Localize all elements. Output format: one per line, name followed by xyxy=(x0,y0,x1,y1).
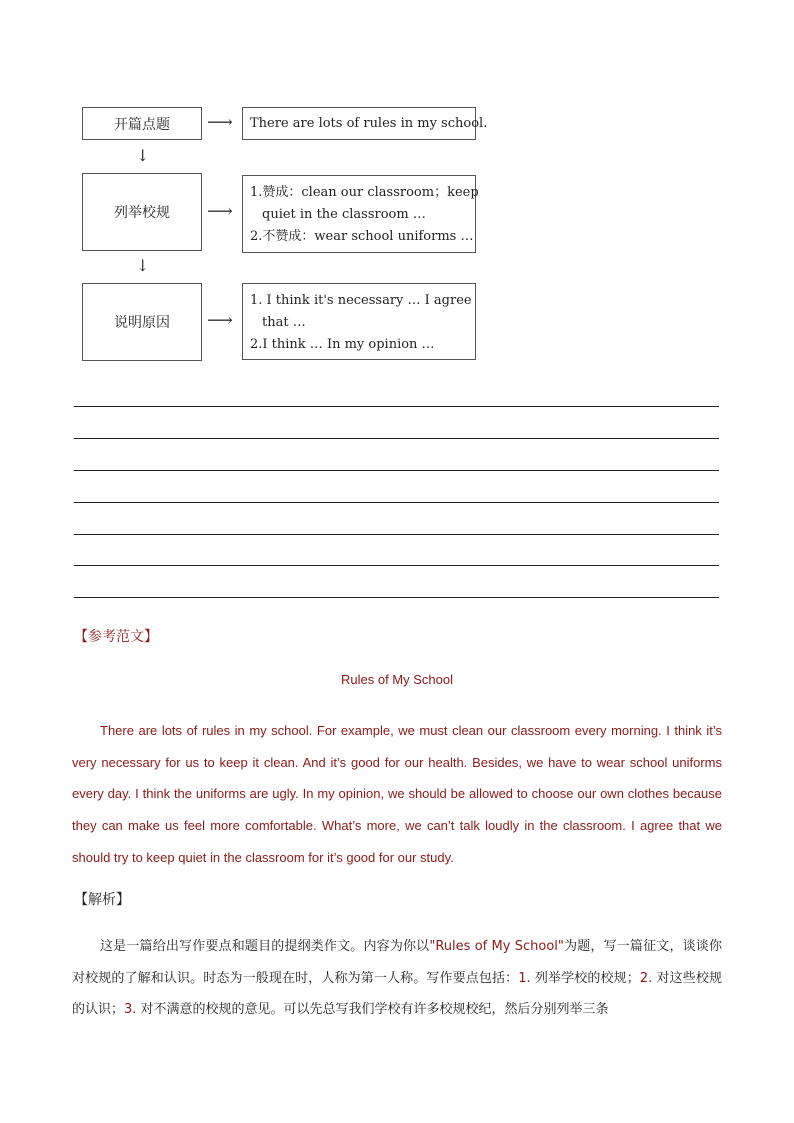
outline-step-2-line-2: quiet in the classroom … xyxy=(262,207,426,222)
down-arrow-icon: ↓ xyxy=(136,146,150,165)
outline-step-3-line-2: that … xyxy=(262,315,306,330)
outline-step-3-line-3: 2.I think … In my opinion … xyxy=(250,337,435,352)
right-arrow-icon: ⟶ xyxy=(207,112,233,133)
essay-paragraph: There are lots of rules in my school. For example, we must clean our classroom every morning. I think it’s very necessary for us to keep it clean. And it’s good for our health. Besides, we have to wear school uniforms every day. I think the uniforms are ugly. In my opinion, we should be allowed to choose our own clothes because they can make us feel more comfortable. What’s more, we can’t talk loudly in the classroom. I agree that we should try to keep quiet in the classroom for it’s good for our study. xyxy=(72,723,722,865)
writing-line xyxy=(74,406,719,407)
outline-step-1-label: 开篇点题 xyxy=(114,116,170,133)
analysis-point-3: 对不满意的校规的意见。可以先总写我们学校有许多校规校纪，然后分别列举三条 xyxy=(136,1002,609,1018)
writing-line xyxy=(74,534,719,535)
analysis-tag: 【解析】 xyxy=(74,892,130,908)
outline-step-3-content xyxy=(242,283,476,360)
essay-title: Rules of My School xyxy=(341,672,453,687)
analysis-body xyxy=(72,931,722,1026)
analysis-point-2: 对这些校规的认识； xyxy=(72,970,722,1018)
writing-line xyxy=(74,597,719,598)
right-arrow-icon: ⟶ xyxy=(207,201,233,222)
writing-line xyxy=(74,438,719,439)
outline-step-3-label-box xyxy=(82,283,202,361)
down-arrow-icon: ↓ xyxy=(136,256,150,275)
analysis-point-1: 列举学校的校规； xyxy=(530,970,640,986)
analysis-text-b: 为题，写一篇征文，谈谈你对校规的了解和认识。时态为一般现在时，人称为第一人称。写作要点包括： xyxy=(72,939,722,986)
outline-step-2-line-3: 2.不赞成：wear school uniforms … xyxy=(250,229,474,244)
analysis-point-3-number: 3. xyxy=(124,1002,137,1018)
essay-body xyxy=(72,715,722,874)
writing-line xyxy=(74,502,719,503)
writing-line xyxy=(74,470,719,471)
outline-step-1-content xyxy=(242,107,488,140)
outline-step-1-line-1: There are lots of rules in my school. xyxy=(250,116,488,131)
right-arrow-icon: ⟶ xyxy=(207,310,233,331)
writing-line xyxy=(74,565,719,566)
analysis-quote: "Rules of My School" xyxy=(429,939,564,954)
reference-tag: 【参考范文】 xyxy=(74,629,158,645)
outline-step-1-label-box xyxy=(82,107,202,140)
outline-step-2-label-box xyxy=(82,173,202,251)
outline-step-3-line-1: 1. I think it's necessary … I agree xyxy=(250,293,472,308)
outline-step-2-content xyxy=(242,175,479,253)
analysis-point-1-number: 1. xyxy=(518,970,531,986)
analysis-text-a: 这是一篇给出写作要点和题目的提纲类作文。内容为你以 xyxy=(100,939,430,954)
analysis-paragraph xyxy=(72,931,722,1026)
analysis-point-2-number: 2. xyxy=(639,970,653,986)
outline-step-3-label: 说明原因 xyxy=(114,315,170,331)
outline-step-2-label: 列举校规 xyxy=(114,205,170,221)
outline-step-2-line-1: 1.赞成：clean our classroom；keep xyxy=(250,185,479,200)
